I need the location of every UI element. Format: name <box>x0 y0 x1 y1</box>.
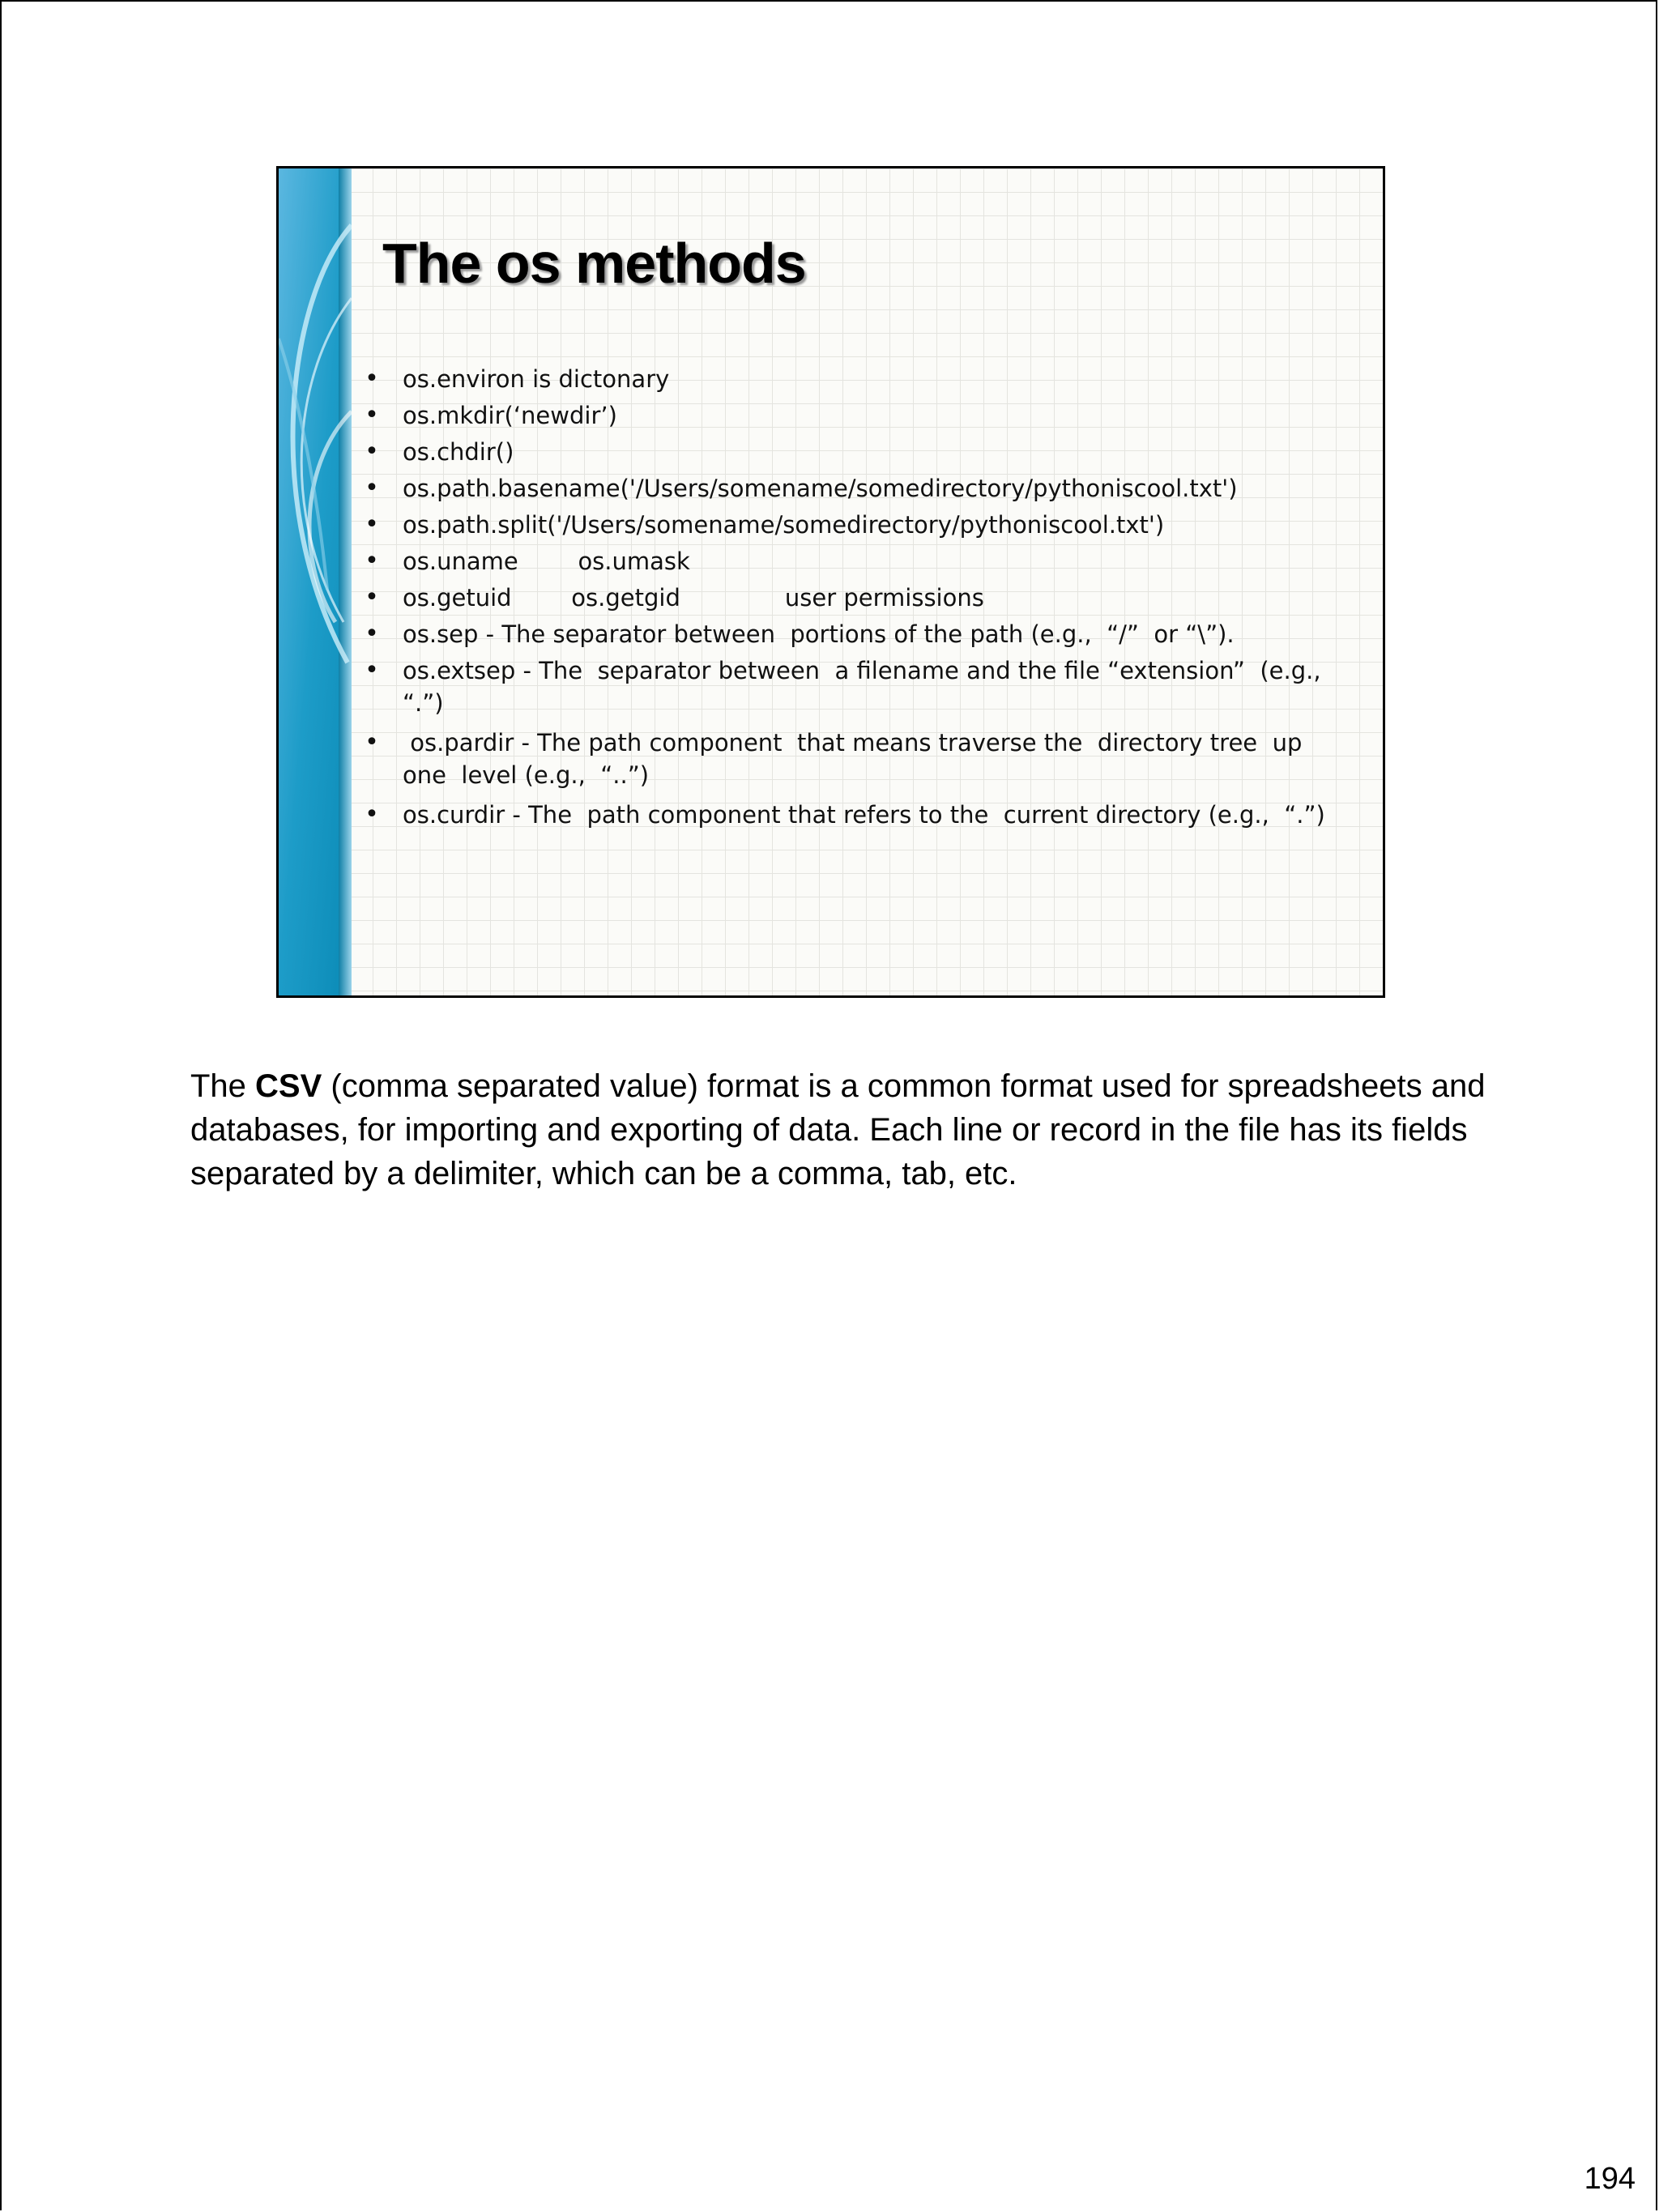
bullet-marker: • <box>365 656 379 684</box>
description-text-rest: (comma separated value) format is a common format used for spreadsheets and databases, for importing and exporting of data. Each line or record in the file has its fields separated by a delimiter, which can be a comma, tab, etc. <box>190 1068 1486 1191</box>
bullet-marker: • <box>365 583 379 612</box>
bullet-marker: • <box>365 728 379 757</box>
bullet-text: os.uname os.umask <box>403 548 690 575</box>
csv-description-paragraph <box>190 1064 1486 1196</box>
bullet-item <box>360 545 1348 578</box>
bullet-text: os.getuid os.getgid user permissions <box>403 584 984 612</box>
bullet-item <box>360 582 1348 614</box>
description-text-start: The <box>190 1068 256 1104</box>
bullet-marker: • <box>365 510 379 539</box>
bullet-text: os.pardir - The path component that means traverse the directory tree up one level (e.g., “..”) <box>403 729 1310 789</box>
bullet-text: os.mkdir(‘newdir’) <box>403 402 617 429</box>
bullet-marker: • <box>365 800 379 829</box>
bullet-item <box>360 363 1348 395</box>
bullet-marker: • <box>365 437 379 466</box>
slide-decorative-band <box>279 168 352 995</box>
bullet-text: os.chdir() <box>403 438 514 466</box>
slide-title: The os methods <box>382 232 806 295</box>
slide-image <box>276 166 1385 998</box>
bullet-item <box>360 509 1348 541</box>
bullet-text: os.path.split('/Users/somename/somedirectory/pythoniscool.txt') <box>403 511 1165 539</box>
bullet-list <box>360 363 1348 835</box>
bullet-item <box>360 654 1348 719</box>
bullet-marker: • <box>365 474 379 502</box>
bullet-item <box>360 618 1348 650</box>
bullet-marker: • <box>365 401 379 429</box>
bullet-text: os.extsep - The separator between a filename and the file “extension” (e.g., “.”) <box>403 657 1328 717</box>
bullet-item <box>360 799 1348 831</box>
bullet-text: os.environ is dictonary <box>403 365 670 393</box>
bullet-text: os.curdir - The path component that refers to the current directory (e.g., “.”) <box>403 801 1325 829</box>
bullet-item <box>360 472 1348 505</box>
bullet-text: os.sep - The separator between portions of the path (e.g., “/” or “\”). <box>403 620 1235 648</box>
page-number: 194 <box>1584 2162 1636 2196</box>
bullet-item <box>360 399 1348 432</box>
bullet-item <box>360 727 1348 791</box>
bullet-marker: • <box>365 620 379 648</box>
description-bold-term: CSV <box>255 1068 322 1104</box>
bullet-text: os.path.basename('/Users/somename/somedirectory/pythoniscool.txt') <box>403 475 1238 502</box>
bullet-item <box>360 436 1348 468</box>
bullet-marker: • <box>365 364 379 393</box>
bullet-marker: • <box>365 547 379 575</box>
